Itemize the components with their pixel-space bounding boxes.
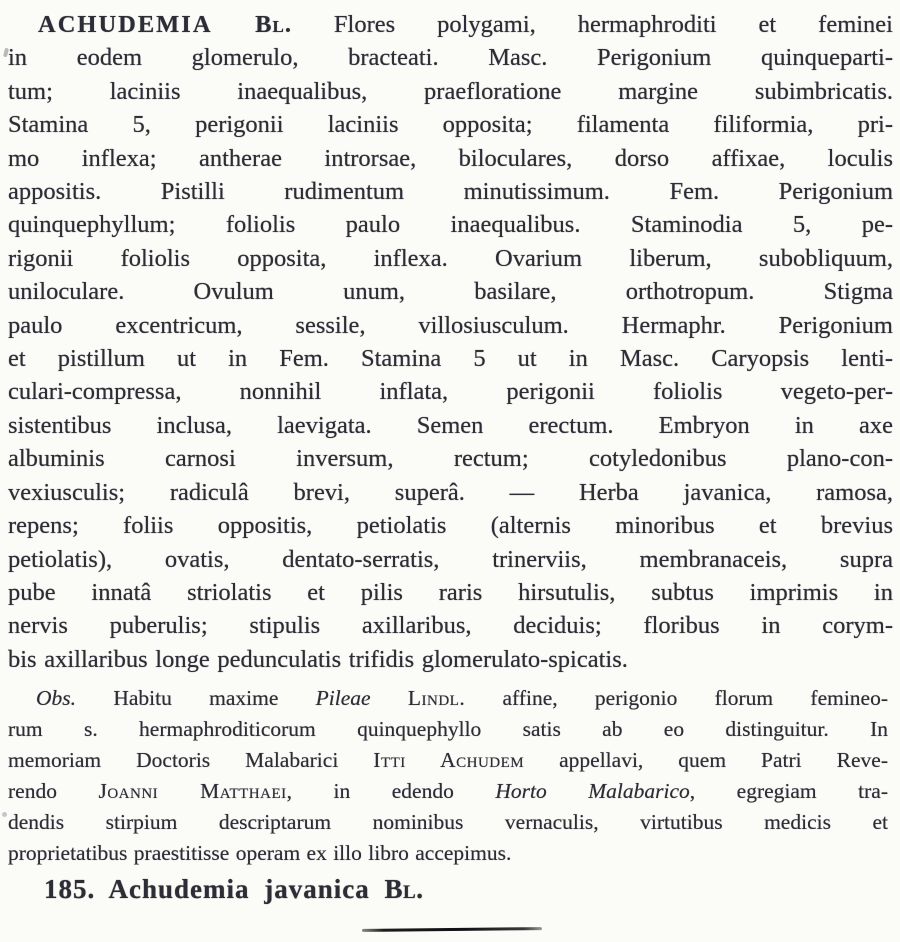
text-segment — [371, 686, 408, 710]
text-segment: Flores polygami, hermaphroditi et feminei — [291, 11, 893, 38]
scan-artifact — [2, 812, 7, 817]
text-line: tum; laciniis inaequalibus, praefloratione margine subimbricatis. — [8, 77, 893, 105]
person-name: Itti Achudem — [373, 747, 525, 772]
text-segment: , in edendo — [286, 778, 496, 803]
text-line: in eodem glomerulo, bracteati. Masc. Perigonium quinqueparti- — [8, 44, 893, 72]
text-line: albuminis carnosi inversum, rectum; cotyledonibus plano-con- — [8, 445, 893, 473]
text-segment: appellavi, quem Patri Reve- — [524, 747, 888, 772]
observation-paragraph — [8, 683, 888, 868]
text-segment: , egregiam tra- — [689, 778, 888, 803]
text-line: culari-compressa, nonnihil inflata, perigonii foliolis vegeto-per- — [8, 378, 893, 406]
text-line: rigonii foliolis opposita, inflexa. Ovarium liberum, subobliquum, — [8, 244, 893, 272]
text-line: appositis. Pistilli rudimentum minutissimum. Fem. Perigonium — [8, 178, 893, 206]
species-number: 185. — [44, 874, 109, 904]
text-line: repens; foliis oppositis, petiolatis (alternis minoribus et brevius — [8, 512, 893, 540]
section-divider-rule — [362, 927, 542, 932]
species-name: Achudemia javanica — [108, 874, 385, 904]
text-segment: rendo — [8, 778, 99, 803]
text-line: nervis puberulis; stipulis axillaribus, deciduis; floribus in corym- — [8, 612, 893, 640]
text-line — [8, 745, 888, 776]
author-abbreviation: Lindl. — [407, 686, 466, 710]
text-line: rum s. hermaphroditicorum quinquephyllo satis ab eo distinguitur. In — [8, 716, 888, 741]
text-line: pube innatâ striolatis et pilis raris hirsutulis, subtus imprimis in — [8, 578, 893, 606]
text-line: paulo excentricum, sessile, villosiusculum. Hermaphr. Perigonium — [8, 311, 893, 339]
obs-label: Obs. — [36, 686, 77, 710]
text-line: Stamina 5, perigonii laciniis opposita; filamenta filiformia, pri- — [8, 111, 893, 139]
genus-description-paragraph — [8, 8, 893, 676]
text-line: uniloculare. Ovulum unum, basilare, orthotropum. Stigma — [8, 278, 893, 306]
genus-name: ACHUDEMIA — [38, 11, 256, 38]
text-segment: memoriam Doctoris Malabarici — [8, 747, 374, 772]
text-line: mo inflexa; antherae introrsae, biloculares, dorso affixae, loculis — [8, 144, 893, 172]
text-segment: Habitu maxime — [76, 686, 316, 710]
text-line: vexiusculis; radiculâ brevi, superâ. — Herba javanica, ramosa, — [8, 478, 893, 506]
taxon-name: Pileae — [315, 686, 371, 710]
text-line — [8, 8, 893, 41]
text-line: dendis stirpium descriptarum nominibus vernaculis, virtutibus medicis et — [8, 809, 888, 834]
text-line: quinquephyllum; foliolis paulo inaequalibus. Staminodia 5, pe- — [8, 211, 893, 239]
text-segment: affine, perigonio florum femineo- — [465, 686, 889, 710]
author-abbreviation: Bl. — [255, 11, 292, 38]
author-abbreviation: Bl. — [384, 874, 424, 904]
text-line: et pistillum ut in Fem. Stamina 5 ut in Masc. Caryopsis lenti- — [8, 345, 893, 373]
text-line — [8, 776, 888, 807]
work-title: Horto Malabarico — [495, 778, 690, 803]
person-name: Joanni Matthaei — [98, 778, 287, 803]
text-line — [8, 683, 888, 714]
text-line: sistentibus inclusa, laevigata. Semen erectum. Embryon in axe — [8, 411, 893, 439]
text-line: proprietatibus praestitisse operam ex illo libro accepimus. — [8, 840, 512, 865]
species-heading — [44, 872, 423, 906]
text-line: bis axillaribus longe pedunculatis trifidis glomerulato-spicatis. — [8, 645, 628, 673]
text-line: petiolatis), ovatis, dentato-serratis, trinerviis, membranaceis, supra — [8, 545, 893, 573]
